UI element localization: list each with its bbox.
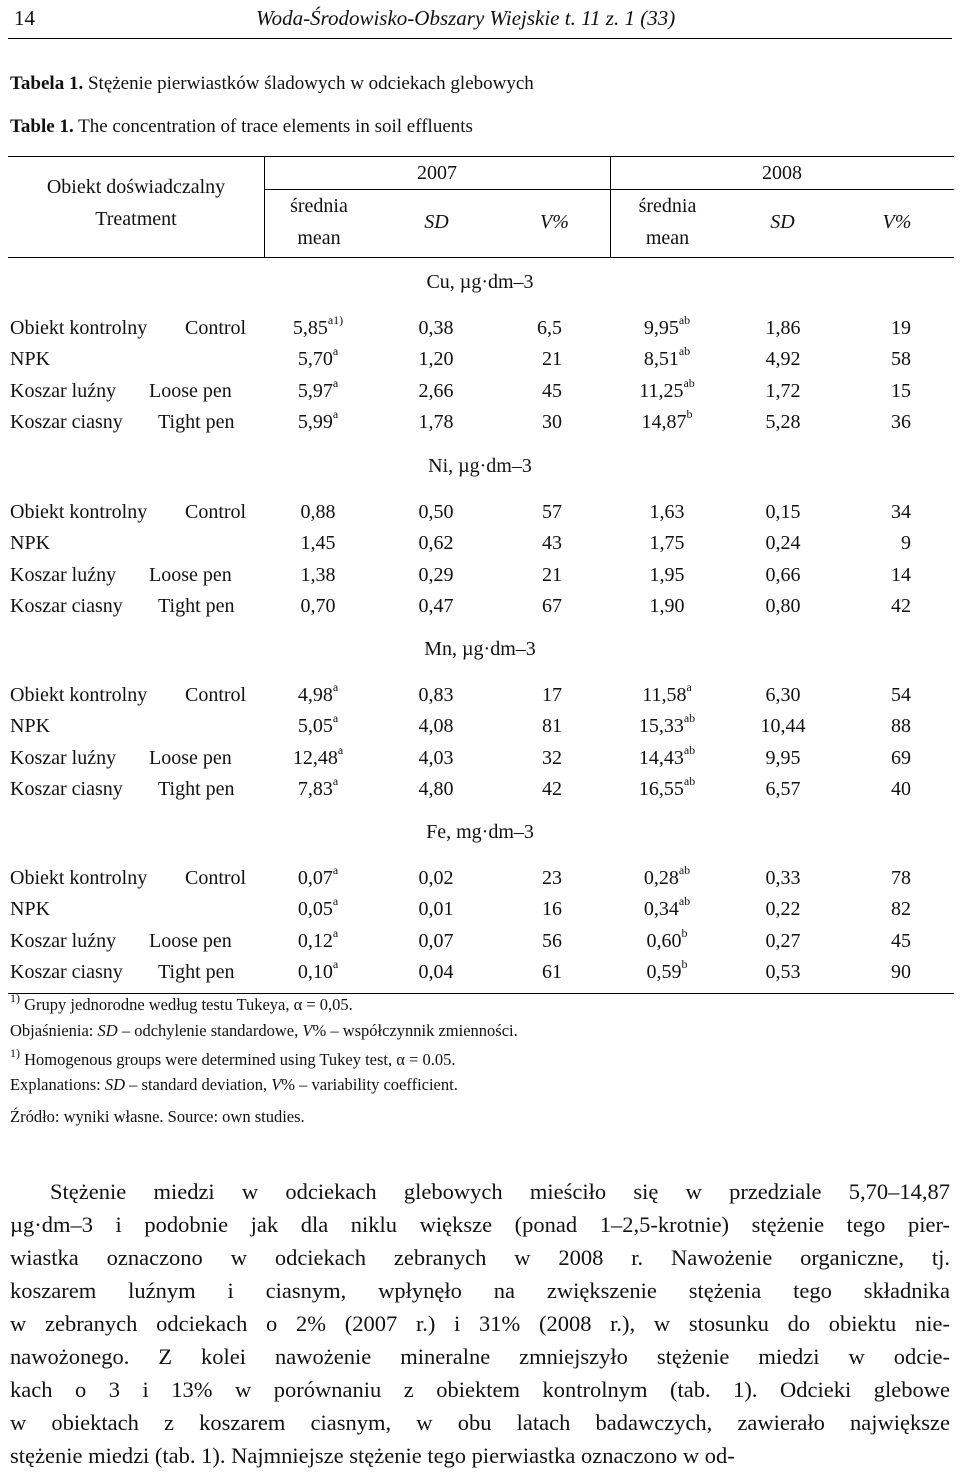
v-2008-value: 45	[891, 930, 911, 952]
mean-2008-value	[612, 376, 722, 402]
sd-2008-value: 4,92	[765, 348, 801, 370]
sd-2007-value: 0,50	[418, 501, 454, 523]
v-2007-value: 17	[542, 684, 562, 706]
v-2007-value: 61	[542, 961, 562, 983]
mean-2008-value	[612, 926, 722, 952]
paragraph-line: stężenie miedzi (tab. 1). Najmniejsze stężenie tego pierwiastka oznaczono w od-	[10, 1443, 735, 1468]
homogeneity-group: b	[681, 926, 688, 941]
sd-2008-value: 0,27	[765, 930, 801, 952]
treatment-name-en: Loose pen	[149, 930, 232, 952]
sd-2008-value: 1,72	[765, 380, 801, 402]
homogeneity-group: ab	[678, 863, 691, 878]
mean-value: 5,99	[297, 411, 333, 433]
v-2007-value: 21	[542, 348, 562, 370]
v-2008-value: 78	[891, 867, 911, 889]
caption-text-en: The concentration of trace elements in soil effluents	[73, 116, 473, 137]
treatment-name-pl: Koszar ciasny	[10, 595, 123, 617]
homogeneity-group: a	[332, 376, 339, 391]
treatment-name-pl: Koszar luźny	[10, 564, 117, 586]
sd-2008-value: 0,66	[765, 564, 801, 586]
homogeneity-group: a	[332, 680, 339, 695]
treatment-name-pl: Obiekt kontrolny	[10, 501, 148, 523]
mean-value: 11,58	[642, 684, 687, 706]
v-2008-value: 19	[891, 317, 911, 339]
mean-2007-value	[268, 926, 368, 952]
mean-2007-value	[268, 894, 368, 920]
treatment-name-pl: Koszar ciasny	[10, 411, 123, 433]
year-2008-header: 2008	[762, 162, 802, 184]
running-header	[8, 0, 952, 39]
v-2007-value: 43	[542, 532, 562, 554]
homogeneity-group: a	[332, 344, 339, 359]
v-2007-value: 67	[542, 595, 562, 617]
mean-2007-value	[268, 711, 368, 737]
body-paragraph	[10, 1175, 950, 1472]
treatment-name-en: Control	[185, 501, 247, 523]
footnote-1-pl-text: Grupy jednorodne według testu Tukeya, α = 0,05.	[24, 995, 353, 1014]
treatment-name-en: Tight pen	[158, 961, 235, 983]
treatment-name-pl: NPK	[10, 532, 51, 554]
treatment-name-pl: Koszar luźny	[10, 930, 117, 952]
treatment-name-en: Tight pen	[158, 595, 235, 617]
sd-2008-value: 6,57	[765, 778, 801, 800]
mean-2008-value	[612, 344, 722, 370]
v-2007-value: 57	[542, 501, 562, 523]
sd-2007-value: 4,03	[418, 747, 454, 769]
mean-value: 1,38	[300, 564, 336, 586]
mean-pl-2008: średnia	[638, 195, 697, 217]
mean-2008-value	[612, 595, 722, 617]
sd-2008-value: 0,33	[765, 867, 801, 889]
treatment-name-pl: Koszar ciasny	[10, 778, 123, 800]
section-heading: Fe, mg·dm–3	[426, 821, 534, 843]
v-2007-value: 32	[542, 747, 562, 769]
mean-value: 0,60	[646, 930, 682, 952]
fn4-a: Explanations:	[10, 1075, 105, 1094]
mean-2008-value	[612, 711, 722, 737]
v-2008-value: 54	[891, 684, 911, 706]
sd-2007-value: 0,29	[418, 564, 454, 586]
homogeneity-group: ab	[678, 894, 691, 909]
sd-2008-value: 0,80	[765, 595, 801, 617]
mean-value: 1,45	[300, 532, 336, 554]
v-2007-value: 30	[542, 411, 562, 433]
mean-en-2007: mean	[297, 227, 341, 249]
fn2-c: % – współczynnik zmienności.	[312, 1021, 518, 1040]
sd-2008-value: 0,53	[765, 961, 801, 983]
caption-text-pl: Stężenie pierwiastków śladowych w odciekach glebowych	[83, 73, 534, 94]
homogeneity-group: b	[681, 957, 688, 972]
sd-2008-value: 1,86	[765, 317, 801, 339]
treatment-name-pl: NPK	[10, 715, 51, 737]
sd-2007-value: 2,66	[418, 380, 454, 402]
mean-2008-value	[612, 407, 722, 433]
table-caption-en	[10, 116, 473, 138]
treatment-name-en: Tight pen	[158, 778, 235, 800]
mean-2008-value	[612, 501, 722, 523]
v-2007-value: 21	[542, 564, 562, 586]
homogeneity-group: ab	[683, 743, 696, 758]
mean-value: 7,83	[297, 778, 333, 800]
mean-value: 11,25	[639, 380, 684, 402]
sd-2008-value: 9,95	[765, 747, 801, 769]
year-2007-header: 2007	[417, 162, 457, 184]
mean-2008-value	[612, 774, 722, 800]
v-2008-value: 42	[891, 595, 911, 617]
homogeneity-group: a	[337, 743, 344, 758]
sd-2008-header: SD	[770, 211, 795, 233]
treatment-name-pl: Obiekt kontrolny	[10, 684, 148, 706]
v-2008-value: 36	[891, 411, 911, 433]
mean-2007-value	[268, 407, 368, 433]
homogeneity-group: a	[332, 711, 339, 726]
v-2007-value: 6,5	[537, 317, 562, 339]
sd-2007-header: SD	[424, 211, 449, 233]
mean-2007-value	[268, 313, 368, 339]
caption-label-en: Table 1.	[10, 116, 74, 137]
v-2007-header: V%	[540, 211, 569, 233]
mean-value: 9,95	[643, 317, 679, 339]
sd-2007-value: 4,80	[418, 778, 454, 800]
homogeneity-group: a	[686, 680, 692, 695]
treatment-name-en: Tight pen	[158, 411, 235, 433]
mean-2007-value	[268, 564, 368, 586]
table-bottom-rule	[8, 993, 954, 994]
mean-2008-value	[612, 532, 722, 554]
mean-2007-value	[268, 863, 368, 889]
mean-2008-value	[612, 680, 722, 706]
homogeneity-group: a	[332, 863, 339, 878]
fn4-sd: SD	[104, 1075, 126, 1094]
treatment-name-en: Control	[185, 684, 247, 706]
mean-2007-value	[268, 532, 368, 554]
mean-en-2008: mean	[645, 227, 690, 249]
mean-2008-value	[612, 564, 722, 586]
mean-value: 0,28	[643, 867, 679, 889]
mean-value: 15,33	[638, 715, 684, 737]
sd-2008-value: 10,44	[760, 715, 806, 737]
sd-2007-value: 0,07	[418, 930, 454, 952]
sd-2007-value: 1,78	[418, 411, 454, 433]
mean-2007-value	[268, 501, 368, 523]
treatment-name-en: Loose pen	[149, 747, 232, 769]
homogeneity-group: ab	[683, 774, 696, 789]
footnote-1-en-text: Homogenous groups were determined using Tukey test, α = 0.05.	[24, 1050, 456, 1069]
footnote-2-pl	[10, 1021, 518, 1041]
mean-value: 0,05	[297, 898, 333, 920]
mean-2007-header	[264, 190, 374, 254]
sd-2008-value: 6,30	[765, 684, 801, 706]
homogeneity-group: ab	[678, 313, 691, 328]
fn4-c: % – variability coefficient.	[281, 1075, 458, 1094]
mean-value: 14,87	[641, 411, 687, 433]
homogeneity-group: ab	[683, 711, 696, 726]
source-note: Źródło: wyniki własne. Source: own studies.	[10, 1107, 305, 1126]
mean-value: 0,10	[297, 961, 333, 983]
mean-value: 1,75	[649, 532, 685, 554]
sd-2007-value: 0,04	[418, 961, 454, 983]
fn4-v: V	[271, 1075, 282, 1094]
homogeneity-group: a	[332, 926, 339, 941]
mean-2008-header	[610, 190, 725, 254]
sd-2007-value: 0,01	[418, 898, 454, 920]
fn2-b: – odchylenie standardowe,	[117, 1021, 303, 1040]
mean-value: 8,51	[643, 348, 679, 370]
mean-value: 0,59	[646, 961, 682, 983]
sd-2007-value: 1,20	[418, 348, 454, 370]
v-2007-value: 16	[542, 898, 562, 920]
sd-2008-value: 0,15	[765, 501, 801, 523]
treatment-header-pl: Obiekt doświadczalny	[46, 176, 226, 198]
fn2-v: V	[302, 1021, 313, 1040]
mean-2007-value	[268, 595, 368, 617]
footnote-1-pl	[10, 990, 353, 1015]
mean-value: 5,97	[297, 380, 333, 402]
treatment-name-pl: Obiekt kontrolny	[10, 867, 148, 889]
v-2008-header: V%	[882, 211, 912, 233]
v-2008-value: 69	[891, 747, 911, 769]
caption-label-pl: Tabela 1.	[10, 73, 84, 94]
mean-2007-value	[268, 680, 368, 706]
v-2007-value: 42	[542, 778, 562, 800]
sd-2007-value: 0,02	[418, 867, 454, 889]
mean-value: 12,48	[292, 747, 338, 769]
v-2008-value: 34	[891, 501, 911, 523]
footnote-mark-en: 1)	[10, 1045, 20, 1060]
paragraph-line: Stężenie miedzi w odciekach glebowych mieściło się w przedziale 5,70–14,87	[50, 1179, 950, 1204]
paragraph-line: µg·dm–3 i podobnie jak dla niklu większe (ponad 1–2,5-krotnie) stężenie tego pier-	[10, 1212, 950, 1237]
v-2008-value: 58	[891, 348, 911, 370]
mean-value: 0,70	[300, 595, 336, 617]
v-2007-value: 56	[542, 930, 562, 952]
mean-2007-value	[268, 376, 368, 402]
mean-2007-value	[268, 344, 368, 370]
footnote-mark: 1)	[10, 990, 20, 1005]
sd-2007-value: 0,83	[418, 684, 454, 706]
homogeneity-group: a	[332, 957, 339, 972]
sd-2007-value: 0,38	[418, 317, 454, 339]
sd-2008-value: 0,22	[765, 898, 801, 920]
mean-value: 0,34	[643, 898, 679, 920]
v-2008-value: 90	[891, 961, 911, 983]
journal-title: Woda-Środowisko-Obszary Wiejskie t. 11 z. 1 (33)	[256, 6, 676, 30]
treatment-name-pl: NPK	[10, 348, 51, 370]
paragraph-line: w obiektach z koszarem ciasnym, w obu latach badawczych, zawierało największe	[10, 1410, 950, 1435]
mean-value: 1,63	[649, 501, 685, 523]
mean-value: 0,88	[300, 501, 336, 523]
sd-2008-value: 5,28	[765, 411, 801, 433]
table-header-rule	[8, 257, 954, 258]
v-2008-value: 40	[891, 778, 911, 800]
treatment-name-en: Loose pen	[149, 380, 232, 402]
treatment-header-en: Treatment	[95, 208, 177, 230]
homogeneity-group: ab	[683, 376, 695, 391]
homogeneity-group: a	[332, 774, 339, 789]
mean-value: 5,85	[292, 317, 328, 339]
homogeneity-group: ab	[678, 344, 691, 359]
treatment-name-pl: Koszar luźny	[10, 380, 117, 402]
paragraph-line: wiastka oznaczono w odciekach zebranych w 2008 r. Nawożenie organiczne, tj.	[10, 1245, 950, 1270]
treatment-name-pl: Koszar ciasny	[10, 961, 123, 983]
treatment-name-en: Control	[185, 867, 247, 889]
fn4-b: – standard deviation,	[125, 1075, 272, 1094]
sd-2007-value: 4,08	[418, 715, 454, 737]
paragraph-line: koszarem luźnym i ciasnym, wpłynęło na zwiększenie stężenia tego składnika	[10, 1278, 950, 1303]
mean-2008-value	[612, 957, 722, 983]
homogeneity-group: b	[686, 407, 693, 422]
fn2-a: Objaśnienia:	[10, 1021, 98, 1040]
mean-2007-value	[268, 743, 368, 769]
mean-2008-value	[612, 894, 722, 920]
v-2008-value: 82	[891, 898, 911, 920]
v-2008-value: 14	[891, 564, 911, 586]
homogeneity-group: a1)	[327, 313, 344, 328]
mean-2008-value	[612, 313, 722, 339]
homogeneity-group: a	[332, 894, 339, 909]
v-2008-value: 88	[891, 715, 911, 737]
mean-2007-value	[268, 957, 368, 983]
paragraph-line: kach o 3 i 13% w porównaniu z obiektem kontrolnym (tab. 1). Odcieki glebowe	[10, 1377, 950, 1402]
section-heading: Mn, µg·dm–3	[424, 638, 536, 660]
sd-2007-value: 0,62	[418, 532, 454, 554]
v-2008-value: 15	[891, 380, 911, 402]
sd-2008-value: 0,24	[765, 532, 801, 554]
mean-value: 4,98	[297, 684, 333, 706]
v-2007-value: 23	[542, 867, 562, 889]
homogeneity-group: a	[332, 407, 339, 422]
footnote-1-en	[10, 1045, 456, 1070]
paragraph-line: w zebranych odciekach o 2% (2007 r.) i 31% (2008 r.), w stosunku do obiektu nie-	[10, 1311, 950, 1336]
section-heading: Ni, µg·dm–3	[428, 455, 532, 477]
treatment-header	[8, 171, 264, 235]
section-heading: Cu, µg·dm–3	[426, 271, 534, 293]
mean-value: 5,70	[297, 348, 333, 370]
mean-2008-value	[612, 743, 722, 769]
footnote-2-en	[10, 1075, 458, 1095]
treatment-name-pl: NPK	[10, 898, 51, 920]
mean-value: 16,55	[638, 778, 684, 800]
fn2-sd: SD	[97, 1021, 118, 1040]
treatment-name-en: Loose pen	[149, 564, 232, 586]
mean-value: 5,05	[297, 715, 333, 737]
mean-pl-2007: średnia	[290, 195, 348, 217]
mean-value: 1,95	[649, 564, 685, 586]
treatment-name-pl: Obiekt kontrolny	[10, 317, 148, 339]
sd-2007-value: 0,47	[418, 595, 454, 617]
paragraph-line: nawożonego. Z kolei nawożenie mineralne zmniejszyło stężenie miedzi w odcie-	[10, 1344, 950, 1369]
mean-value: 14,43	[638, 747, 684, 769]
table-caption-pl	[10, 73, 534, 95]
treatment-name-pl: Koszar luźny	[10, 747, 117, 769]
mean-value: 0,07	[297, 867, 333, 889]
mean-value: 1,90	[649, 595, 685, 617]
v-2007-value: 45	[542, 380, 562, 402]
v-2007-value: 81	[542, 715, 562, 737]
page-number: 14	[14, 6, 35, 30]
v-2008-value: 9	[901, 532, 911, 554]
treatment-name-en: Control	[185, 317, 247, 339]
mean-2008-value	[612, 863, 722, 889]
mean-value: 0,12	[297, 930, 333, 952]
mean-2007-value	[268, 774, 368, 800]
